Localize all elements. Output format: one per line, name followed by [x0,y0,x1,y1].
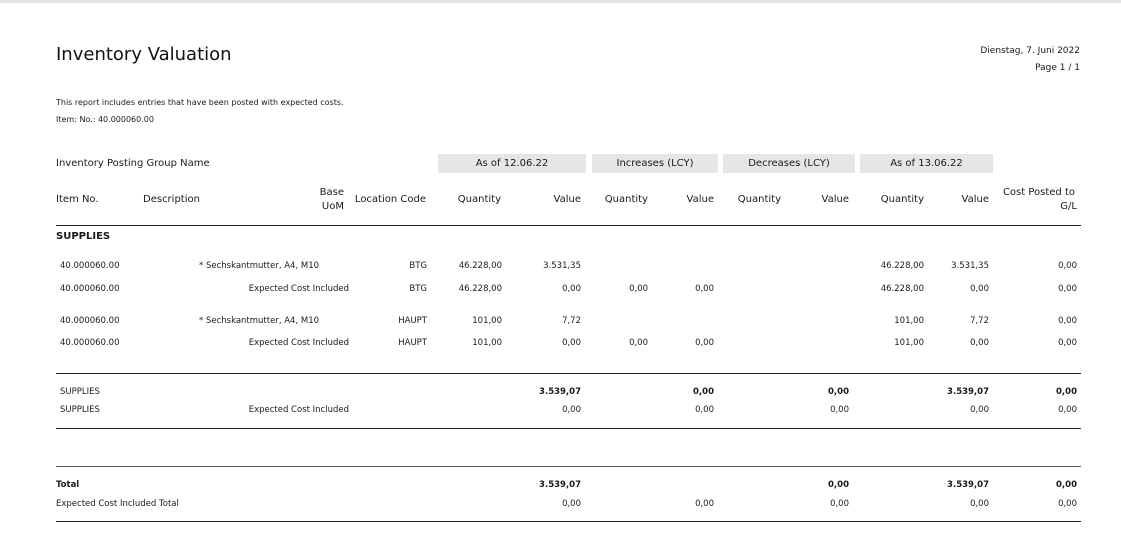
v2-subtotal: 0,00 [970,405,989,415]
group-title: SUPPLIES [56,231,111,242]
item-no-cell: 40.000060.00 [60,261,120,271]
page-number: Page 1 / 1 [1035,63,1080,73]
q1-cell: 46.228,00 [458,261,502,271]
group-header-label: Inventory Posting Group Name [56,158,210,169]
col-description: Description [143,194,200,205]
header-divider [56,225,1081,226]
q1-cell: 101,00 [472,338,502,348]
item-no-cell: 40.000060.00 [60,284,120,294]
cp-cell: 0,00 [1058,284,1077,294]
total-top-rule [56,466,1081,467]
cp-subtotal: 0,00 [1056,387,1077,397]
report-title: Inventory Valuation [56,44,232,65]
col-quantity-increases: Quantity [604,194,648,205]
col-base-uom-2: UoM [321,201,344,212]
q1-cell: 46.228,00 [458,284,502,294]
iv-cell: 0,00 [695,284,714,294]
dv-total: 0,00 [830,499,849,509]
cp-cell: 0,00 [1058,316,1077,326]
loc-cell: HAUPT [398,338,427,348]
description-cell: * Sechskantmutter, A4, M10 [199,261,320,271]
v1-total: 3.539,07 [539,480,581,490]
col-quantity-decreases: Quantity [737,194,781,205]
subtotal-bottom-rule [56,428,1081,429]
col-value-increases: Value [686,194,714,205]
dv-subtotal: 0,00 [828,387,849,397]
iv-subtotal: 0,00 [693,387,714,397]
col-location-code: Location Code [354,194,426,205]
iv-cell: 0,00 [695,338,714,348]
iq-cell: 0,00 [629,338,648,348]
v2-cell: 7,72 [970,316,989,326]
band-as-of-start: As of 12.06.22 [438,154,586,173]
col-quantity-end: Quantity [880,194,924,205]
subtotal-label: SUPPLIES [60,387,100,397]
item-no-cell: 40.000060.00 [60,316,120,326]
v1-cell: 0,00 [562,338,581,348]
total-label: Expected Cost Included Total [56,499,179,509]
top-border [0,0,1121,3]
report-date: Dienstag, 7. Juni 2022 [980,46,1080,56]
iv-subtotal: 0,00 [695,405,714,415]
v1-subtotal: 3.539,07 [539,387,581,397]
col-quantity-start: Quantity [457,194,501,205]
subtotal-label: SUPPLIES [60,405,100,415]
loc-cell: BTG [409,261,427,271]
v1-cell: 0,00 [562,284,581,294]
description-cell: * Sechskantmutter, A4, M10 [199,316,320,326]
v1-cell: 7,72 [562,316,581,326]
v1-cell: 3.531,35 [543,261,581,271]
cp-total: 0,00 [1058,499,1077,509]
q2-cell: 46.228,00 [880,261,924,271]
q2-cell: 46.228,00 [880,284,924,294]
col-value-decreases: Value [821,194,849,205]
col-item-no: Item No. [56,194,99,205]
loc-cell: HAUPT [398,316,427,326]
v2-total: 3.539,07 [947,480,989,490]
v2-total: 0,00 [970,499,989,509]
cp-subtotal: 0,00 [1058,405,1077,415]
iq-cell: 0,00 [629,284,648,294]
subtotal-description: Expected Cost Included [248,405,349,415]
item-no-cell: 40.000060.00 [60,338,120,348]
total-bottom-rule [56,521,1081,522]
q2-cell: 101,00 [894,338,924,348]
v2-subtotal: 3.539,07 [947,387,989,397]
v2-cell: 0,00 [970,338,989,348]
subtotal-top-rule [56,373,1081,374]
band-decreases: Decreases (LCY) [723,154,855,173]
v2-cell: 0,00 [970,284,989,294]
description-cell: Expected Cost Included [248,338,349,348]
description-cell: Expected Cost Included [248,284,349,294]
v1-subtotal: 0,00 [562,405,581,415]
q1-cell: 101,00 [472,316,502,326]
v2-cell: 3.531,35 [951,261,989,271]
v1-total: 0,00 [562,499,581,509]
cp-total: 0,00 [1056,480,1077,490]
band-as-of-end: As of 13.06.22 [860,154,993,173]
cp-cell: 0,00 [1058,338,1077,348]
cp-cell: 0,00 [1058,261,1077,271]
col-value-end: Value [961,194,989,205]
col-value-start: Value [553,194,581,205]
item-filter: Item: No.: 40.000060.00 [56,115,154,124]
loc-cell: BTG [409,284,427,294]
dv-subtotal: 0,00 [830,405,849,415]
total-label: Total [56,480,80,490]
q2-cell: 101,00 [894,316,924,326]
dv-total: 0,00 [828,480,849,490]
col-cost-posted-2: G/L [1060,201,1077,212]
report-note: This report includes entries that have been posted with expected costs. [56,98,344,107]
col-base-uom-1: Base [319,187,344,198]
iv-total: 0,00 [695,499,714,509]
col-cost-posted-1: Cost Posted to [1002,187,1075,198]
band-increases: Increases (LCY) [592,154,718,173]
